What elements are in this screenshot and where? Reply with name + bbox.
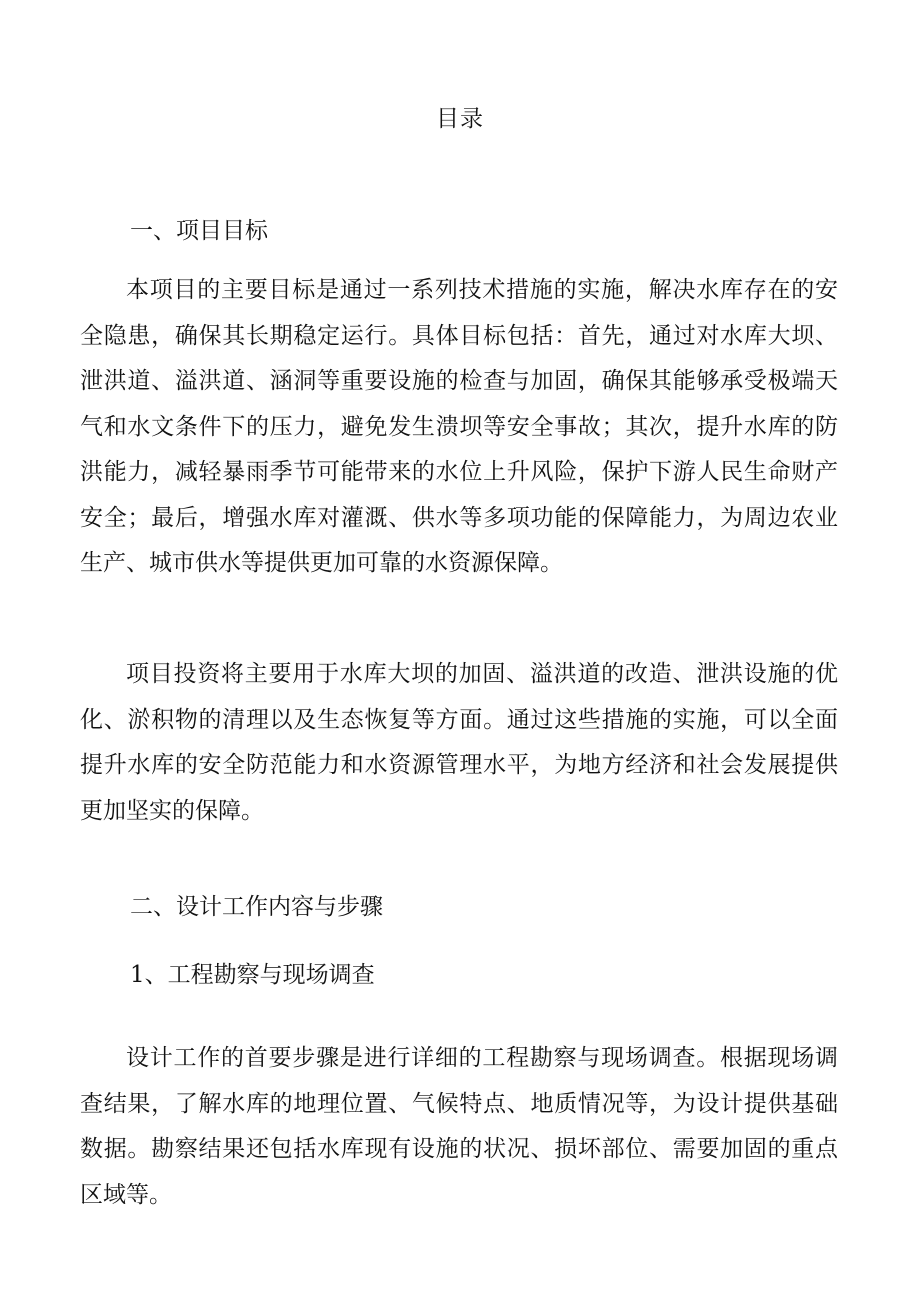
paragraph-project-goals: 本项目的主要目标是通过一系列技术措施的实施，解决水库存在的安全隐患，确保其长期稳定运行。具体目标包括：首先，通过对水库大坝、泄洪道、溢洪道、涵洞等重要设施的检查与加固，确保其能够承受极端天气和水文条件下的压力，避免发生溃坝等安全事故；其次，提升水库的防洪能力，减轻暴雨季节可能带来的水位上升风险，保护下游人民生命财产安全；最后，增强水库对灌溉、供水等多项功能的保障能力，为周边农业生产、城市供水等提供更加可靠的水资源保障。: [80, 277, 838, 576]
toc-title: 目录: [436, 106, 484, 132]
paragraph-project-investment: 项目投资将主要用于水库大坝的加固、溢洪道的改造、泄洪设施的优化、淤积物的清理以及生态恢复等方面。通过这些措施的实施，可以全面提升水库的安全防范能力和水资源管理水平，为地方经济和社会发展提供更加坚实的保障。: [80, 661, 838, 824]
paragraph-survey: 设计工作的首要步骤是进行详细的工程勘察与现场调查。根据现场调查结果，了解水库的地理位置、气候特点、地质情况等，为设计提供基础数据。勘察结果还包括水库现有设施的状况、损坏部位、需要加固的重点区域等。: [80, 1045, 838, 1208]
section-heading-project-goals: 一、项目目标: [130, 218, 268, 244]
subsection-heading-survey: 1、工程勘察与现场调查: [130, 962, 375, 988]
section-heading-design-work: 二、设计工作内容与步骤: [130, 894, 383, 920]
